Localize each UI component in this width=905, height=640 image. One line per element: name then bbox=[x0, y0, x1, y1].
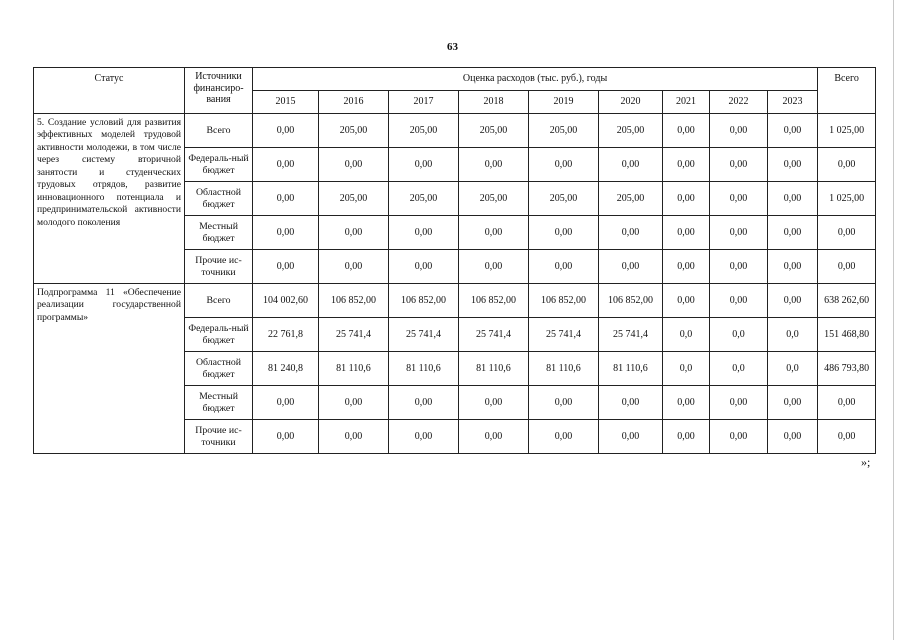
total-cell: 0,00 bbox=[818, 148, 876, 182]
amount-cell: 0,00 bbox=[529, 216, 599, 250]
amount-cell: 25 741,4 bbox=[389, 318, 459, 352]
amount-cell: 25 741,4 bbox=[529, 318, 599, 352]
amount-cell: 0,00 bbox=[710, 182, 768, 216]
amount-cell: 106 852,00 bbox=[389, 284, 459, 318]
amount-cell: 0,00 bbox=[529, 420, 599, 454]
amount-cell: 106 852,00 bbox=[319, 284, 389, 318]
table-row bbox=[34, 284, 876, 318]
amount-cell: 0,00 bbox=[663, 420, 710, 454]
amount-cell: 0,00 bbox=[768, 182, 818, 216]
amount-cell: 0,00 bbox=[319, 216, 389, 250]
year-header: 2017 bbox=[389, 91, 459, 114]
amount-cell: 0,00 bbox=[663, 148, 710, 182]
total-cell: 0,00 bbox=[818, 420, 876, 454]
status-column-header: Статус bbox=[34, 68, 185, 114]
expenditure-table bbox=[33, 67, 876, 454]
amount-cell: 0,00 bbox=[389, 216, 459, 250]
amount-cell: 0,00 bbox=[253, 216, 319, 250]
amount-cell: 0,0 bbox=[663, 352, 710, 386]
amount-cell: 0,00 bbox=[389, 148, 459, 182]
amount-cell: 0,00 bbox=[253, 250, 319, 284]
amount-cell: 0,00 bbox=[529, 386, 599, 420]
amount-cell: 0,00 bbox=[459, 250, 529, 284]
amount-cell: 205,00 bbox=[389, 182, 459, 216]
amount-cell: 0,00 bbox=[768, 216, 818, 250]
amount-cell: 0,00 bbox=[710, 216, 768, 250]
amount-cell: 0,00 bbox=[389, 420, 459, 454]
amount-cell: 0,00 bbox=[253, 148, 319, 182]
total-cell: 0,00 bbox=[818, 386, 876, 420]
amount-cell: 0,00 bbox=[459, 386, 529, 420]
total-cell: 1 025,00 bbox=[818, 114, 876, 148]
amount-cell: 81 110,6 bbox=[599, 352, 663, 386]
funding-source-cell: Областной бюджет bbox=[185, 352, 253, 386]
status-cell: 5. Создание условий для развития эффективных моделей трудовой активности молодежи, в том числе через систему вторичной занятости и студенческих трудовых отрядов, развитие инновационного потенциала и предпринимательской активности молодого поколения bbox=[34, 114, 185, 284]
amount-cell: 22 761,8 bbox=[253, 318, 319, 352]
funding-source-cell: Всего bbox=[185, 284, 253, 318]
year-header: 2015 bbox=[253, 91, 319, 114]
amount-cell: 0,00 bbox=[663, 182, 710, 216]
amount-cell: 0,00 bbox=[663, 386, 710, 420]
amount-cell: 0,00 bbox=[663, 284, 710, 318]
amount-cell: 0,00 bbox=[319, 386, 389, 420]
amount-cell: 0,00 bbox=[529, 250, 599, 284]
amount-cell: 106 852,00 bbox=[459, 284, 529, 318]
amount-cell: 0,00 bbox=[599, 386, 663, 420]
total-cell: 0,00 bbox=[818, 250, 876, 284]
amount-cell: 0,00 bbox=[389, 386, 459, 420]
table-body bbox=[34, 114, 876, 454]
amount-cell: 0,00 bbox=[599, 250, 663, 284]
amount-cell: 81 240,8 bbox=[253, 352, 319, 386]
amount-cell: 0,00 bbox=[710, 250, 768, 284]
year-header: 2016 bbox=[319, 91, 389, 114]
amount-cell: 104 002,60 bbox=[253, 284, 319, 318]
amount-cell: 0,00 bbox=[253, 420, 319, 454]
amount-cell: 0,00 bbox=[599, 216, 663, 250]
funding-source-cell: Областной бюджет bbox=[185, 182, 253, 216]
closing-quote-mark: »; bbox=[861, 455, 871, 469]
source-column-header: Источники финансиро-вания bbox=[185, 68, 253, 114]
year-header: 2023 bbox=[768, 91, 818, 114]
amount-cell: 0,00 bbox=[253, 114, 319, 148]
total-cell: 151 468,80 bbox=[818, 318, 876, 352]
year-header: 2018 bbox=[459, 91, 529, 114]
page-number: 63 bbox=[447, 41, 458, 53]
total-cell: 1 025,00 bbox=[818, 182, 876, 216]
amount-cell: 0,00 bbox=[768, 148, 818, 182]
amount-cell: 0,00 bbox=[768, 386, 818, 420]
amount-cell: 0,00 bbox=[459, 148, 529, 182]
year-header: 2020 bbox=[599, 91, 663, 114]
amount-cell: 0,00 bbox=[319, 148, 389, 182]
amount-cell: 0,00 bbox=[768, 250, 818, 284]
funding-source-cell: Местный бюджет bbox=[185, 386, 253, 420]
amount-cell: 0,00 bbox=[319, 420, 389, 454]
amount-cell: 205,00 bbox=[529, 182, 599, 216]
amount-cell: 0,00 bbox=[663, 216, 710, 250]
amount-cell: 25 741,4 bbox=[599, 318, 663, 352]
amount-cell: 0,00 bbox=[710, 114, 768, 148]
table-row bbox=[34, 114, 876, 148]
year-header: 2019 bbox=[529, 91, 599, 114]
amount-cell: 0,00 bbox=[663, 250, 710, 284]
amount-cell: 106 852,00 bbox=[599, 284, 663, 318]
amount-cell: 81 110,6 bbox=[459, 352, 529, 386]
total-column-header: Всего bbox=[818, 68, 876, 114]
amount-cell: 205,00 bbox=[389, 114, 459, 148]
expenditure-years-header: Оценка расходов (тыс. руб.), годы bbox=[253, 68, 818, 91]
amount-cell: 81 110,6 bbox=[529, 352, 599, 386]
amount-cell: 205,00 bbox=[319, 114, 389, 148]
funding-source-cell: Федераль-ный бюджет bbox=[185, 318, 253, 352]
total-cell: 486 793,80 bbox=[818, 352, 876, 386]
amount-cell: 0,00 bbox=[459, 420, 529, 454]
amount-cell: 0,0 bbox=[768, 352, 818, 386]
amount-cell: 0,00 bbox=[710, 148, 768, 182]
amount-cell: 0,0 bbox=[710, 352, 768, 386]
amount-cell: 0,0 bbox=[768, 318, 818, 352]
amount-cell: 0,00 bbox=[768, 420, 818, 454]
amount-cell: 0,00 bbox=[768, 114, 818, 148]
total-cell: 0,00 bbox=[818, 216, 876, 250]
amount-cell: 0,0 bbox=[710, 318, 768, 352]
amount-cell: 205,00 bbox=[459, 182, 529, 216]
amount-cell: 0,00 bbox=[710, 284, 768, 318]
funding-source-cell: Всего bbox=[185, 114, 253, 148]
funding-source-cell: Прочие ис-точники bbox=[185, 250, 253, 284]
amount-cell: 0,0 bbox=[663, 318, 710, 352]
amount-cell: 0,00 bbox=[319, 250, 389, 284]
amount-cell: 205,00 bbox=[529, 114, 599, 148]
amount-cell: 0,00 bbox=[710, 420, 768, 454]
amount-cell: 0,00 bbox=[253, 386, 319, 420]
amount-cell: 25 741,4 bbox=[319, 318, 389, 352]
amount-cell: 205,00 bbox=[319, 182, 389, 216]
total-cell: 638 262,60 bbox=[818, 284, 876, 318]
year-header: 2022 bbox=[710, 91, 768, 114]
amount-cell: 0,00 bbox=[529, 148, 599, 182]
funding-source-cell: Прочие ис-точники bbox=[185, 420, 253, 454]
year-header: 2021 bbox=[663, 91, 710, 114]
amount-cell: 0,00 bbox=[459, 216, 529, 250]
amount-cell: 0,00 bbox=[710, 386, 768, 420]
page-edge-line bbox=[893, 0, 894, 640]
amount-cell: 0,00 bbox=[253, 182, 319, 216]
amount-cell: 205,00 bbox=[599, 114, 663, 148]
amount-cell: 81 110,6 bbox=[319, 352, 389, 386]
amount-cell: 0,00 bbox=[599, 148, 663, 182]
amount-cell: 0,00 bbox=[389, 250, 459, 284]
amount-cell: 106 852,00 bbox=[529, 284, 599, 318]
amount-cell: 25 741,4 bbox=[459, 318, 529, 352]
amount-cell: 0,00 bbox=[599, 420, 663, 454]
amount-cell: 205,00 bbox=[599, 182, 663, 216]
amount-cell: 205,00 bbox=[459, 114, 529, 148]
status-cell: Подпрограмма 11 «Обеспечение реализации государственной программы» bbox=[34, 284, 185, 454]
amount-cell: 81 110,6 bbox=[389, 352, 459, 386]
funding-source-cell: Местный бюджет bbox=[185, 216, 253, 250]
amount-cell: 0,00 bbox=[768, 284, 818, 318]
amount-cell: 0,00 bbox=[663, 114, 710, 148]
funding-source-cell: Федераль-ный бюджет bbox=[185, 148, 253, 182]
header-row-top bbox=[34, 68, 876, 91]
